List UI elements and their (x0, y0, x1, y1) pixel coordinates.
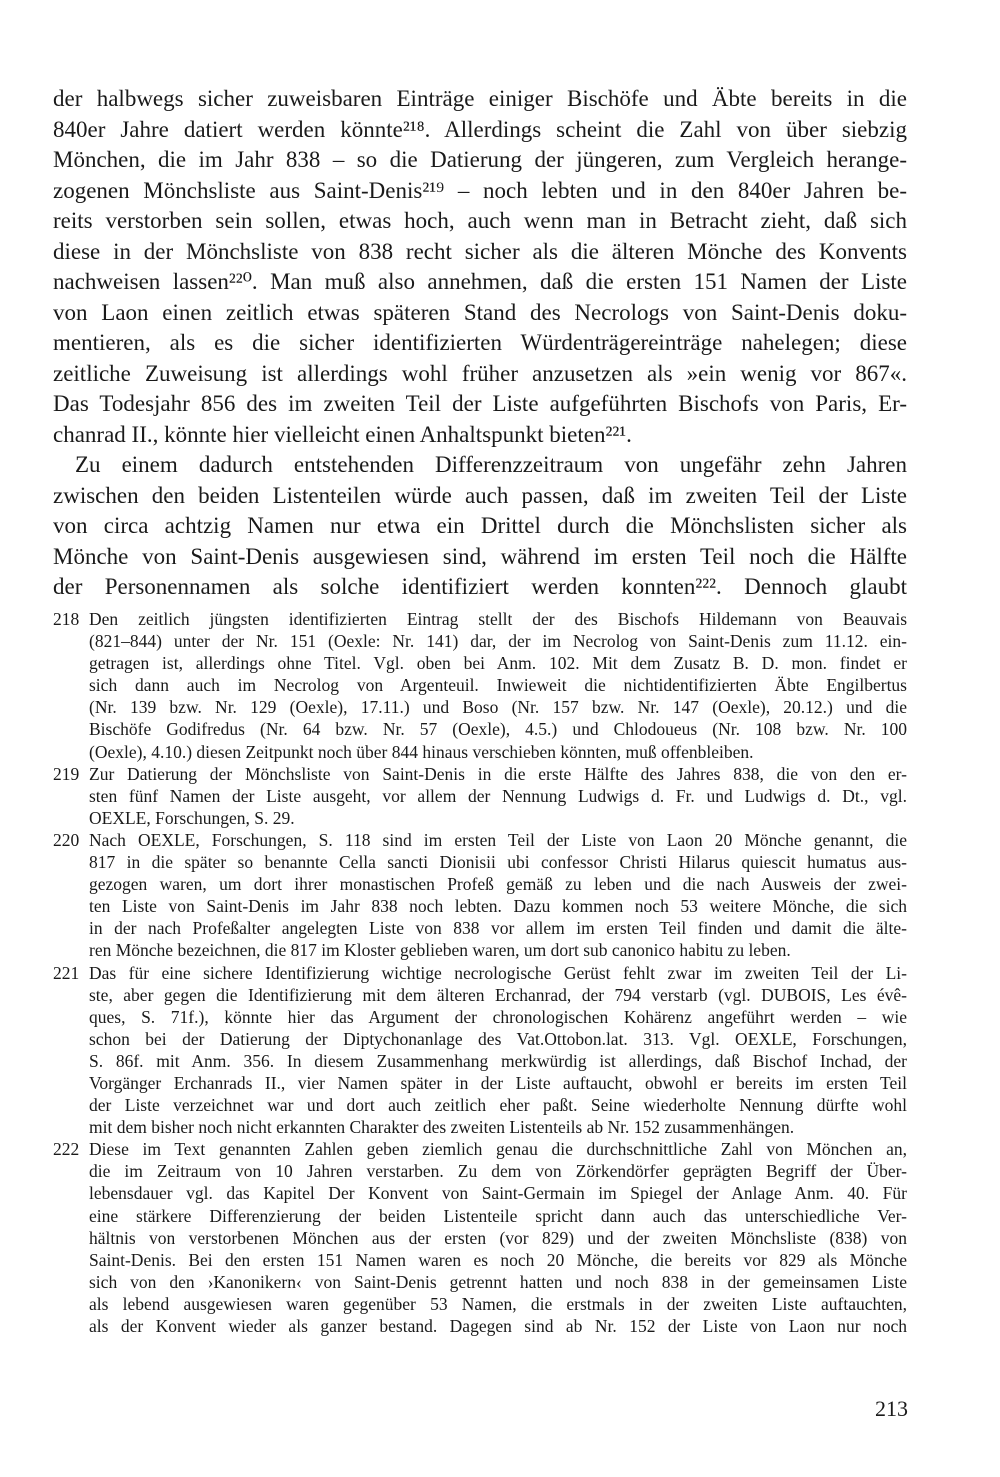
footnote-number: 219 (53, 763, 80, 784)
page-number: 213 (875, 1396, 908, 1421)
footnote-line: eine stärkere Differenzierung der beiden Listenteile spricht dann auch das unterschiedliche Ver- (89, 1205, 907, 1226)
text-line: Das Todesjahr 856 des im zweiten Teil der Liste aufgeführten Bischofs von Paris, Er- (53, 391, 907, 416)
footnote-line: schon bei der Datierung der Diptychonanlage des Vat.Ottobon.lat. 313. Vgl. OEXLE, Forschungen, (89, 1028, 907, 1049)
footnote-line: mit dem bisher noch nicht erkannten Charakter des zweiten Listenteils ab Nr. 152 zusammenhängen. (89, 1117, 795, 1138)
footnote-218 (53, 608, 907, 763)
footnote-line: getragen ist, allerdings ohne Titel. Vgl. oben bei Anm. 102. Mit dem Zusatz B. D. mon. findet er (89, 653, 907, 674)
main-text (53, 84, 907, 603)
footnote-line: ste, aber gegen die Identifizierung mit dem älteren Erchanrad, der 794 verstarb (vgl. DUBOIS, Les évê- (89, 984, 907, 1005)
footnote-line: (Oexle), 4.10.) diesen Zeitpunkt noch über 844 hinaus verschieben könnten, muß offenbleiben. (89, 741, 754, 762)
text-line: zwischen den beiden Listenteilen würde auch passen, daß im zweiten Teil der Liste (53, 482, 907, 508)
footnote-line: Vorgänger Erchanrads II., vier Namen später in der Liste auftaucht, obwohl er bereits im ersten Teil (89, 1072, 907, 1093)
text-line: der halbwegs sicher zuweisbaren Einträge einiger Bischöfe und Äbte bereits in die (53, 86, 907, 111)
text-line: mentieren, als es die sicher identifizierten Würdenträgereinträge nahelegen; diese (53, 330, 907, 355)
footnote-221 (53, 962, 907, 1139)
footnote-body (89, 763, 907, 829)
footnote-220 (53, 829, 907, 962)
footnote-line: hältnis von verstorbenen Mönchen aus der ersten (vor 829) und der zweiten Mönchsliste (838) von (89, 1227, 907, 1248)
footnote-line: sich dann auch im Necrolog von Argenteuil. Inwieweit die nichtidentifizierten Äbte Engilbertus (89, 675, 907, 696)
footnote-number: 221 (53, 962, 80, 983)
footnote-line: als der Konvent wieder als ganzer bestand. Dagegen sind ab Nr. 152 der Liste von Laon nur noch (89, 1316, 907, 1336)
footnote-body (89, 962, 907, 1139)
footnote-line: Bischöfe Godifredus (Nr. 64 bzw. Nr. 57 (Oexle), 4.5.) und Chlodoueus (Nr. 108 bzw. Nr. 100 (89, 719, 907, 740)
footnote-line: ten Liste von Saint-Denis im Jahr 838 noch lebten. Dazu kommen noch 53 weitere Mönche, die sich (89, 896, 907, 917)
footnote-line: Den zeitlich jüngsten identifizierten Eintrag stellt der des Bischofs Hildemann von Beauvais (89, 609, 907, 629)
footnote-body (89, 608, 907, 763)
footnote-line: lebensdauer vgl. das Kapitel Der Konvent von Saint-Germain im Spiegel der Anlage Anm. 40. Für (89, 1183, 907, 1204)
footnotes (53, 608, 907, 1337)
footnote-number: 222 (53, 1139, 80, 1160)
text-line: diese in der Mönchsliste von 838 recht sicher als die älteren Mönche des Konvents (53, 238, 907, 264)
footnote-body (89, 1138, 907, 1337)
text-line: zeitliche Zuweisung ist allerdings wohl früher anzusetzen als »ein wenig vor 867«. (53, 360, 907, 386)
footnote-line: die im Zeitraum von 10 Jahren verstarben. Zu dem von Zörkendörfer geprägten Begriff der Über- (89, 1161, 907, 1182)
text-line: Zu einem dadurch entstehenden Differenzzeitraum von ungefähr zehn Jahren (75, 452, 907, 477)
text-line: von circa achtzig Namen nur etwa ein Drittel durch die Mönchslisten sicher als (53, 513, 907, 538)
footnote-219 (53, 763, 907, 829)
footnote-body (89, 829, 907, 962)
text-line: der Personennamen als solche identifiziert werden konnten²²². Dennoch glaubt (53, 574, 907, 599)
paragraph-1 (53, 84, 907, 450)
text-line: nachweisen lassen²²⁰. Man muß also annehmen, daß die ersten 151 Namen der Liste (53, 269, 907, 294)
footnote-line: als lebend ausgewiesen waren gegenüber 53 Namen, die erstmals in der zweiten Liste auftauchten, (89, 1293, 907, 1314)
footnote-line: OEXLE, Forschungen, S. 29. (89, 807, 295, 828)
footnote-line: S. 86f. mit Anm. 356. In diesem Zusammenhang merkwürdig ist allerdings, daß Bischof Inchad, der (89, 1050, 907, 1071)
text-line: chanrad II., könnte hier vielleicht einen Anhaltspunkt bieten²²¹. (53, 421, 632, 447)
footnote-line: sich von den ›Kanonikern‹ von Saint-Denis getrennt hatten und noch 838 in der gemeinsamen Liste (89, 1271, 907, 1292)
footnote-number: 220 (53, 829, 80, 850)
footnote-line: (Nr. 139 bzw. Nr. 129 (Oexle), 17.11.) und Boso (Nr. 157 bzw. Nr. 147 (Oexle), 20.12.) und die (89, 697, 907, 718)
paragraph-2 (53, 450, 907, 603)
footnote-line: 817 in die später so benannte Cella sancti Dionisii ubi confessor Christi Hilarus quiescit humatus aus- (89, 852, 907, 873)
footnote-line: sten fünf Namen der Liste ausgeht, vor allem der Nennung Ludwigs d. Fr. und Ludwigs d. Dt., vgl. (89, 785, 907, 806)
footnote-line: gezogen waren, um dort ihrer monastischen Profeß gemäß zu leben und die nach Ausweis der zwei- (89, 874, 907, 895)
footnote-line: Zur Datierung der Mönchsliste von Saint-Denis in die erste Hälfte des Jahres 838, die von den er- (89, 763, 907, 784)
footnote-line: Das für eine sichere Identifizierung wichtige necrologische Gerüst fehlt zwar im zweiten Teil der Li- (89, 962, 907, 983)
footnote-line: der Liste verzeichnet war und dort auch zeitlich eher paßt. Seine wiederholte Nennung dürfte wohl (89, 1095, 907, 1116)
text-line: reits verstorben sein sollen, etwas hoch, auch wenn man in Betracht zieht, daß sich (53, 208, 907, 233)
footnote-line: Diese im Text genannten Zahlen geben ziemlich genau die durchschnittliche Zahl von Mönchen an, (89, 1139, 907, 1160)
footnote-line: Saint-Denis. Bei den ersten 151 Namen waren es noch 20 Mönche, die bereits vor 829 als Mönche (89, 1249, 907, 1270)
text-line: Mönchen, die im Jahr 838 – so die Datierung der jüngeren, zum Vergleich herange- (53, 147, 907, 172)
text-line: 840er Jahre datiert werden könnte²¹⁸. Allerdings scheint die Zahl von über siebzig (53, 116, 907, 142)
text-line: zogenen Mönchsliste aus Saint-Denis²¹⁹ – noch lebten und in den 840er Jahren be- (53, 177, 907, 203)
text-line: von Laon einen zeitlich etwas späteren Stand des Necrologs von Saint-Denis doku- (53, 299, 907, 325)
footnote-line: ren Mönche bezeichnen, die 817 im Kloster geblieben waren, um dort sub canonico habitu zu leben. (89, 940, 791, 961)
footnote-line: (821–844) unter der Nr. 151 (Oexle: Nr. 141) dar, der im Necrolog von Saint-Denis zum 11.12. ein- (89, 631, 907, 652)
footnote-line: ques, S. 71f.), könnte hier das Argument der chronologischen Kohärenz angeführt werden – wie (89, 1006, 907, 1027)
footnote-222 (53, 1138, 907, 1337)
text-line: Mönche von Saint-Denis ausgewiesen sind, während im ersten Teil noch die Hälfte (53, 543, 907, 569)
footnote-number: 218 (53, 609, 80, 629)
footnote-line: in der nach Profeßalter angelegten Liste von 838 vor allem im ersten Teil finden und damit die älte- (89, 918, 907, 939)
footnote-line: Nach OEXLE, Forschungen, S. 118 sind im ersten Teil der Liste von Laon 20 Mönche genannt, die (89, 829, 907, 850)
